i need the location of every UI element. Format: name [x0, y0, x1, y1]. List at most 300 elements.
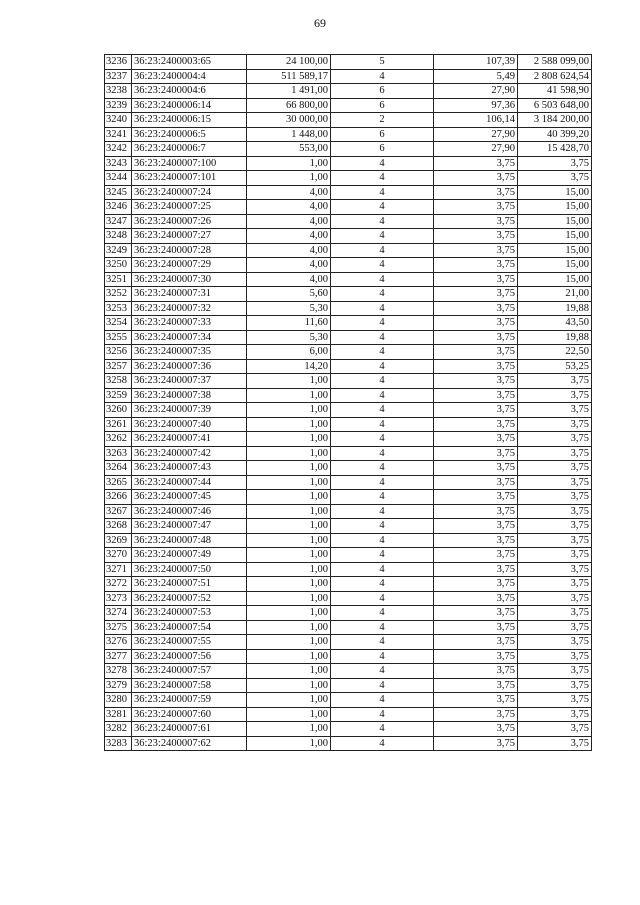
area-cell: 4,00	[247, 200, 331, 215]
cadastral-id-cell: 36:23:2400007:27	[132, 229, 247, 244]
table-row	[105, 446, 592, 461]
row-number-cell: 3274	[105, 606, 132, 621]
group-cell: 4	[331, 736, 434, 751]
group-cell: 4	[331, 504, 434, 519]
price-cell: 3,75	[434, 562, 518, 577]
price-cell: 3,75	[434, 156, 518, 171]
area-cell: 4,00	[247, 214, 331, 229]
cadastral-id-cell: 36:23:2400003:65	[132, 55, 247, 70]
group-cell: 4	[331, 243, 434, 258]
row-number-cell: 3252	[105, 287, 132, 302]
area-cell: 1,00	[247, 548, 331, 563]
cadastral-id-cell: 36:23:2400007:51	[132, 577, 247, 592]
cadastral-id-cell: 36:23:2400007:59	[132, 693, 247, 708]
area-cell: 1,00	[247, 693, 331, 708]
area-cell: 6,00	[247, 345, 331, 360]
cadastral-id-cell: 36:23:2400006:15	[132, 113, 247, 128]
area-cell: 553,00	[247, 142, 331, 157]
table-row	[105, 403, 592, 418]
value-cell: 3,75	[518, 722, 592, 737]
table-row	[105, 649, 592, 664]
row-number-cell: 3254	[105, 316, 132, 331]
row-number-cell: 3268	[105, 519, 132, 534]
area-cell: 5,30	[247, 330, 331, 345]
table-row	[105, 287, 592, 302]
group-cell: 4	[331, 649, 434, 664]
price-cell: 3,75	[434, 316, 518, 331]
price-cell: 3,75	[434, 214, 518, 229]
group-cell: 4	[331, 171, 434, 186]
area-cell: 1 448,00	[247, 127, 331, 142]
group-cell: 4	[331, 258, 434, 273]
row-number-cell: 3245	[105, 185, 132, 200]
cadastral-id-cell: 36:23:2400007:44	[132, 475, 247, 490]
group-cell: 4	[331, 272, 434, 287]
area-cell: 1,00	[247, 490, 331, 505]
price-cell: 3,75	[434, 432, 518, 447]
value-cell: 15,00	[518, 243, 592, 258]
price-cell: 3,75	[434, 200, 518, 215]
table-row	[105, 475, 592, 490]
row-number-cell: 3253	[105, 301, 132, 316]
row-number-cell: 3279	[105, 678, 132, 693]
cadastral-table-container	[104, 54, 591, 751]
price-cell: 3,75	[434, 461, 518, 476]
area-cell: 11,60	[247, 316, 331, 331]
cadastral-id-cell: 36:23:2400007:61	[132, 722, 247, 737]
value-cell: 3,75	[518, 374, 592, 389]
price-cell: 106,14	[434, 113, 518, 128]
price-cell: 3,75	[434, 736, 518, 751]
area-cell: 1,00	[247, 417, 331, 432]
value-cell: 41 598,90	[518, 84, 592, 99]
table-row	[105, 185, 592, 200]
group-cell: 6	[331, 127, 434, 142]
group-cell: 4	[331, 200, 434, 215]
price-cell: 3,75	[434, 417, 518, 432]
value-cell: 2 588 099,00	[518, 55, 592, 70]
cadastral-id-cell: 36:23:2400007:53	[132, 606, 247, 621]
price-cell: 3,75	[434, 533, 518, 548]
cadastral-id-cell: 36:23:2400007:30	[132, 272, 247, 287]
value-cell: 3,75	[518, 461, 592, 476]
value-cell: 3,75	[518, 736, 592, 751]
area-cell: 1,00	[247, 736, 331, 751]
group-cell: 4	[331, 69, 434, 84]
value-cell: 3,75	[518, 577, 592, 592]
group-cell: 4	[331, 403, 434, 418]
value-cell: 3,75	[518, 707, 592, 722]
group-cell: 4	[331, 185, 434, 200]
price-cell: 3,75	[434, 620, 518, 635]
row-number-cell: 3275	[105, 620, 132, 635]
cadastral-id-cell: 36:23:2400007:26	[132, 214, 247, 229]
value-cell: 3,75	[518, 519, 592, 534]
value-cell: 3,75	[518, 446, 592, 461]
group-cell: 4	[331, 461, 434, 476]
area-cell: 1,00	[247, 635, 331, 650]
table-row	[105, 55, 592, 70]
area-cell: 5,60	[247, 287, 331, 302]
row-number-cell: 3281	[105, 707, 132, 722]
cadastral-id-cell: 36:23:2400007:24	[132, 185, 247, 200]
cadastral-id-cell: 36:23:2400007:50	[132, 562, 247, 577]
price-cell: 3,75	[434, 475, 518, 490]
area-cell: 1,00	[247, 475, 331, 490]
area-cell: 4,00	[247, 229, 331, 244]
cadastral-id-cell: 36:23:2400007:34	[132, 330, 247, 345]
group-cell: 4	[331, 301, 434, 316]
table-row	[105, 519, 592, 534]
cadastral-id-cell: 36:23:2400007:43	[132, 461, 247, 476]
row-number-cell: 3236	[105, 55, 132, 70]
value-cell: 3 184 200,00	[518, 113, 592, 128]
area-cell: 1,00	[247, 649, 331, 664]
group-cell: 4	[331, 374, 434, 389]
value-cell: 3,75	[518, 635, 592, 650]
table-row	[105, 591, 592, 606]
group-cell: 4	[331, 664, 434, 679]
value-cell: 3,75	[518, 475, 592, 490]
cadastral-id-cell: 36:23:2400007:100	[132, 156, 247, 171]
row-number-cell: 3238	[105, 84, 132, 99]
value-cell: 3,75	[518, 664, 592, 679]
table-row	[105, 243, 592, 258]
cadastral-id-cell: 36:23:2400007:42	[132, 446, 247, 461]
cadastral-id-cell: 36:23:2400006:7	[132, 142, 247, 157]
group-cell: 4	[331, 533, 434, 548]
table-row	[105, 258, 592, 273]
price-cell: 3,75	[434, 678, 518, 693]
area-cell: 1,00	[247, 403, 331, 418]
area-cell: 1,00	[247, 156, 331, 171]
value-cell: 3,75	[518, 548, 592, 563]
value-cell: 19,88	[518, 301, 592, 316]
group-cell: 4	[331, 722, 434, 737]
price-cell: 3,75	[434, 490, 518, 505]
price-cell: 27,90	[434, 127, 518, 142]
table-body	[105, 55, 592, 751]
row-number-cell: 3277	[105, 649, 132, 664]
cadastral-id-cell: 36:23:2400007:60	[132, 707, 247, 722]
price-cell: 5,49	[434, 69, 518, 84]
cadastral-id-cell: 36:23:2400007:48	[132, 533, 247, 548]
table-row	[105, 490, 592, 505]
row-number-cell: 3243	[105, 156, 132, 171]
price-cell: 3,75	[434, 374, 518, 389]
value-cell: 15,00	[518, 185, 592, 200]
group-cell: 4	[331, 316, 434, 331]
value-cell: 3,75	[518, 649, 592, 664]
table-row	[105, 635, 592, 650]
price-cell: 97,36	[434, 98, 518, 113]
area-cell: 1,00	[247, 374, 331, 389]
value-cell: 15,00	[518, 200, 592, 215]
area-cell: 1,00	[247, 664, 331, 679]
row-number-cell: 3262	[105, 432, 132, 447]
table-row	[105, 171, 592, 186]
area-cell: 1,00	[247, 171, 331, 186]
area-cell: 66 800,00	[247, 98, 331, 113]
row-number-cell: 3263	[105, 446, 132, 461]
row-number-cell: 3250	[105, 258, 132, 273]
price-cell: 3,75	[434, 287, 518, 302]
group-cell: 4	[331, 548, 434, 563]
group-cell: 4	[331, 229, 434, 244]
table-row	[105, 417, 592, 432]
value-cell: 3,75	[518, 606, 592, 621]
value-cell: 3,75	[518, 388, 592, 403]
area-cell: 511 589,17	[247, 69, 331, 84]
table-row	[105, 606, 592, 621]
table-row	[105, 330, 592, 345]
price-cell: 3,75	[434, 171, 518, 186]
cadastral-id-cell: 36:23:2400007:57	[132, 664, 247, 679]
cadastral-id-cell: 36:23:2400007:56	[132, 649, 247, 664]
row-number-cell: 3264	[105, 461, 132, 476]
area-cell: 1,00	[247, 722, 331, 737]
area-cell: 1,00	[247, 591, 331, 606]
area-cell: 1,00	[247, 504, 331, 519]
area-cell: 1,00	[247, 577, 331, 592]
value-cell: 15,00	[518, 214, 592, 229]
group-cell: 6	[331, 98, 434, 113]
cadastral-id-cell: 36:23:2400007:37	[132, 374, 247, 389]
table-row	[105, 98, 592, 113]
row-number-cell: 3271	[105, 562, 132, 577]
area-cell: 1,00	[247, 533, 331, 548]
group-cell: 4	[331, 490, 434, 505]
group-cell: 4	[331, 693, 434, 708]
cadastral-id-cell: 36:23:2400007:52	[132, 591, 247, 606]
value-cell: 6 503 648,00	[518, 98, 592, 113]
table-row	[105, 272, 592, 287]
table-row	[105, 707, 592, 722]
cadastral-id-cell: 36:23:2400007:55	[132, 635, 247, 650]
group-cell: 4	[331, 446, 434, 461]
group-cell: 2	[331, 113, 434, 128]
value-cell: 3,75	[518, 403, 592, 418]
value-cell: 43,50	[518, 316, 592, 331]
value-cell: 53,25	[518, 359, 592, 374]
price-cell: 3,75	[434, 345, 518, 360]
area-cell: 1,00	[247, 388, 331, 403]
row-number-cell: 3242	[105, 142, 132, 157]
table-row	[105, 229, 592, 244]
cadastral-id-cell: 36:23:2400007:39	[132, 403, 247, 418]
price-cell: 3,75	[434, 272, 518, 287]
cadastral-id-cell: 36:23:2400007:25	[132, 200, 247, 215]
cadastral-id-cell: 36:23:2400007:38	[132, 388, 247, 403]
table-row	[105, 722, 592, 737]
value-cell: 3,75	[518, 504, 592, 519]
row-number-cell: 3283	[105, 736, 132, 751]
value-cell: 3,75	[518, 591, 592, 606]
value-cell: 3,75	[518, 417, 592, 432]
area-cell: 1,00	[247, 678, 331, 693]
row-number-cell: 3241	[105, 127, 132, 142]
cadastral-id-cell: 36:23:2400007:49	[132, 548, 247, 563]
cadastral-id-cell: 36:23:2400006:5	[132, 127, 247, 142]
table-row	[105, 388, 592, 403]
group-cell: 4	[331, 432, 434, 447]
price-cell: 27,90	[434, 84, 518, 99]
value-cell: 15,00	[518, 272, 592, 287]
table-row	[105, 69, 592, 84]
cadastral-id-cell: 36:23:2400007:45	[132, 490, 247, 505]
price-cell: 3,75	[434, 664, 518, 679]
value-cell: 3,75	[518, 171, 592, 186]
row-number-cell: 3249	[105, 243, 132, 258]
area-cell: 4,00	[247, 272, 331, 287]
row-number-cell: 3240	[105, 113, 132, 128]
group-cell: 4	[331, 620, 434, 635]
group-cell: 4	[331, 417, 434, 432]
area-cell: 24 100,00	[247, 55, 331, 70]
value-cell: 3,75	[518, 432, 592, 447]
area-cell: 4,00	[247, 258, 331, 273]
cadastral-id-cell: 36:23:2400006:14	[132, 98, 247, 113]
value-cell: 15 428,70	[518, 142, 592, 157]
value-cell: 3,75	[518, 490, 592, 505]
table-row	[105, 504, 592, 519]
cadastral-id-cell: 36:23:2400007:62	[132, 736, 247, 751]
group-cell: 4	[331, 591, 434, 606]
cadastral-id-cell: 36:23:2400007:29	[132, 258, 247, 273]
table-row	[105, 127, 592, 142]
price-cell: 3,75	[434, 243, 518, 258]
table-row	[105, 214, 592, 229]
price-cell: 3,75	[434, 258, 518, 273]
area-cell: 4,00	[247, 243, 331, 258]
value-cell: 3,75	[518, 693, 592, 708]
value-cell: 3,75	[518, 533, 592, 548]
table-row	[105, 113, 592, 128]
price-cell: 3,75	[434, 185, 518, 200]
cadastral-id-cell: 36:23:2400004:6	[132, 84, 247, 99]
group-cell: 4	[331, 345, 434, 360]
price-cell: 3,75	[434, 722, 518, 737]
row-number-cell: 3265	[105, 475, 132, 490]
table-row	[105, 620, 592, 635]
row-number-cell: 3244	[105, 171, 132, 186]
cadastral-table	[104, 54, 592, 751]
table-row	[105, 461, 592, 476]
cadastral-id-cell: 36:23:2400007:101	[132, 171, 247, 186]
area-cell: 1,00	[247, 606, 331, 621]
table-row	[105, 533, 592, 548]
row-number-cell: 3269	[105, 533, 132, 548]
area-cell: 4,00	[247, 185, 331, 200]
group-cell: 4	[331, 562, 434, 577]
group-cell: 4	[331, 475, 434, 490]
cadastral-id-cell: 36:23:2400007:36	[132, 359, 247, 374]
price-cell: 3,75	[434, 301, 518, 316]
value-cell: 15,00	[518, 258, 592, 273]
table-row	[105, 84, 592, 99]
row-number-cell: 3257	[105, 359, 132, 374]
cadastral-id-cell: 36:23:2400004:4	[132, 69, 247, 84]
value-cell: 3,75	[518, 156, 592, 171]
row-number-cell: 3261	[105, 417, 132, 432]
row-number-cell: 3256	[105, 345, 132, 360]
table-row	[105, 316, 592, 331]
area-cell: 1,00	[247, 432, 331, 447]
area-cell: 1,00	[247, 446, 331, 461]
area-cell: 1,00	[247, 461, 331, 476]
price-cell: 3,75	[434, 548, 518, 563]
cadastral-id-cell: 36:23:2400007:35	[132, 345, 247, 360]
table-row	[105, 577, 592, 592]
price-cell: 3,75	[434, 606, 518, 621]
group-cell: 5	[331, 55, 434, 70]
price-cell: 3,75	[434, 359, 518, 374]
row-number-cell: 3259	[105, 388, 132, 403]
row-number-cell: 3248	[105, 229, 132, 244]
cadastral-id-cell: 36:23:2400007:40	[132, 417, 247, 432]
price-cell: 3,75	[434, 330, 518, 345]
area-cell: 1,00	[247, 707, 331, 722]
table-row	[105, 693, 592, 708]
page-number: 69	[314, 16, 326, 30]
area-cell: 5,30	[247, 301, 331, 316]
value-cell: 22,50	[518, 345, 592, 360]
value-cell: 2 808 624,54	[518, 69, 592, 84]
cadastral-id-cell: 36:23:2400007:28	[132, 243, 247, 258]
table-row	[105, 156, 592, 171]
table-row	[105, 345, 592, 360]
table-row	[105, 142, 592, 157]
area-cell: 30 000,00	[247, 113, 331, 128]
table-row	[105, 200, 592, 215]
cadastral-id-cell: 36:23:2400007:54	[132, 620, 247, 635]
price-cell: 3,75	[434, 591, 518, 606]
table-row	[105, 374, 592, 389]
group-cell: 4	[331, 388, 434, 403]
value-cell: 19,88	[518, 330, 592, 345]
cadastral-id-cell: 36:23:2400007:32	[132, 301, 247, 316]
group-cell: 4	[331, 359, 434, 374]
price-cell: 3,75	[434, 446, 518, 461]
cadastral-id-cell: 36:23:2400007:33	[132, 316, 247, 331]
group-cell: 4	[331, 156, 434, 171]
group-cell: 4	[331, 330, 434, 345]
table-row	[105, 562, 592, 577]
row-number-cell: 3246	[105, 200, 132, 215]
price-cell: 3,75	[434, 577, 518, 592]
row-number-cell: 3239	[105, 98, 132, 113]
group-cell: 4	[331, 214, 434, 229]
group-cell: 4	[331, 577, 434, 592]
price-cell: 3,75	[434, 707, 518, 722]
row-number-cell: 3282	[105, 722, 132, 737]
price-cell: 3,75	[434, 635, 518, 650]
price-cell: 107,39	[434, 55, 518, 70]
row-number-cell: 3280	[105, 693, 132, 708]
group-cell: 4	[331, 519, 434, 534]
table-row	[105, 301, 592, 316]
row-number-cell: 3255	[105, 330, 132, 345]
cadastral-id-cell: 36:23:2400007:41	[132, 432, 247, 447]
value-cell: 21,00	[518, 287, 592, 302]
area-cell: 1,00	[247, 519, 331, 534]
area-cell: 1,00	[247, 562, 331, 577]
price-cell: 3,75	[434, 519, 518, 534]
group-cell: 6	[331, 142, 434, 157]
cadastral-id-cell: 36:23:2400007:31	[132, 287, 247, 302]
group-cell: 6	[331, 84, 434, 99]
price-cell: 3,75	[434, 649, 518, 664]
